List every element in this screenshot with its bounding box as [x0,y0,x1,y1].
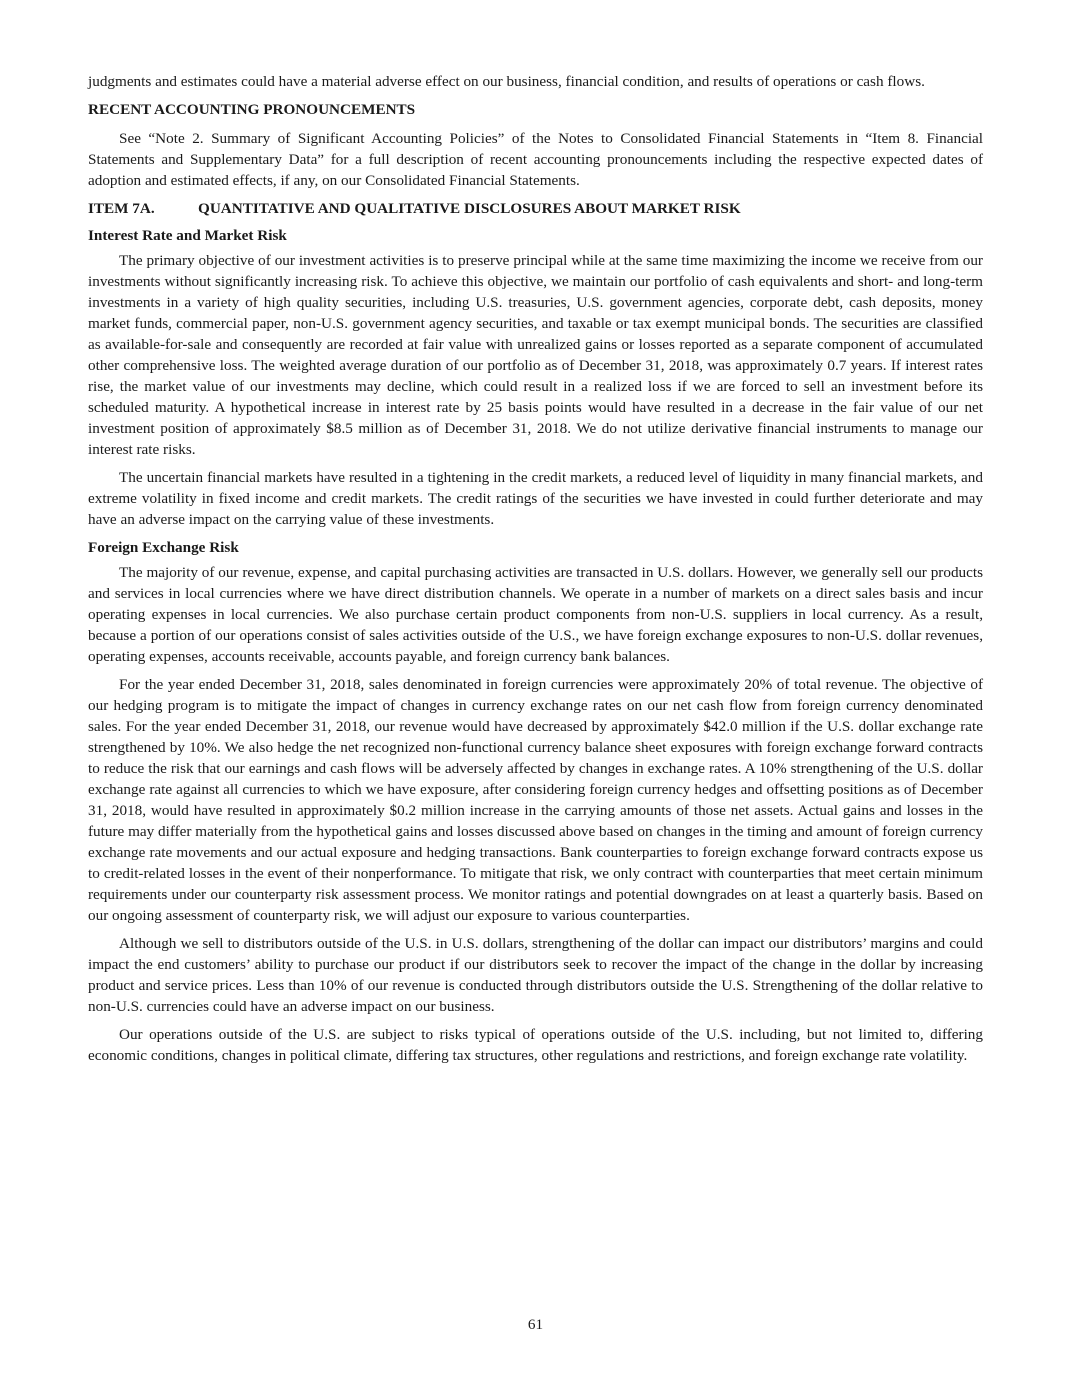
page-number: 61 [527,1316,544,1333]
item-7a-number: ITEM 7A. [88,200,155,217]
foreign-exchange-heading: Foreign Exchange Risk [88,539,239,556]
intro-paragraph: judgments and estimates could have a material adverse effect on our business, financial condition, and results of operations or cash flows. [88,73,925,90]
interest-rate-heading: Interest Rate and Market Risk [88,227,287,244]
item-7a-heading [88,198,983,219]
interest-rate-paragraph-1: The primary objective of our investment activities is to preserve principal while at the same time maximizing the income we receive from our investments without significantly increasing risk. To achieve this objective, we maintain our portfolio of cash equivalents and short- and long-term investments in a variety of high quality securities, including U.S. treasuries, U.S. government agencies, corporate debt, cash deposits, money market funds, commercial paper, non-U.S. government agency securities, and taxable or tax exempt municipal bonds. The securities are classified as available-for-sale and consequently are recorded at fair value with unrealized gains or losses reported as a separate component of accumulated other comprehensive loss. The weighted average duration of our portfolio as of December 31, 2018, was approximately 0.7 years. If interest rates rise, the market value of our investments may decline, which could result in a realized loss if we are forced to sell an investment before its scheduled maturity. A hypothetical increase in interest rate by 25 basis points would have resulted in a decrease in the fair value of our net investment position of approximately $8.5 million as of December 31, 2018. We do not utilize derivative financial instruments to manage our interest rate risks. [88,252,983,458]
interest-rate-paragraph-2: The uncertain financial markets have resulted in a tightening in the credit markets, a reduced level of liquidity in many financial markets, and extreme volatility in fixed income and credit markets. The credit ratings of the securities we have invested in could further deteriorate and may have an adverse impact on the carrying value of these investments. [88,469,983,528]
document-page [88,71,983,1073]
recent-accounting-paragraph: See “Note 2. Summary of Significant Accounting Policies” of the Notes to Consolidated Financial Statements in “Item 8. Financial Statements and Supplementary Data” for a full description of recent accounting pronouncements including the respective expected dates of adoption and estimated effects, if any, on our Consolidated Financial Statements. [88,130,983,189]
foreign-exchange-paragraph-3: Although we sell to distributors outside of the U.S. in U.S. dollars, strengthening of the dollar can impact our distributors’ margins and could impact the end customers’ ability to purchase our product if our distributors seek to recover the impact of the change in the dollar by increasing product and service prices. Less than 10% of our revenue is conducted through distributors outside the U.S. Strengthening of the dollar relative to non-U.S. currencies could have an adverse impact on our business. [88,935,983,1015]
recent-accounting-heading: RECENT ACCOUNTING PRONOUNCEMENTS [88,101,416,118]
foreign-exchange-paragraph-2: For the year ended December 31, 2018, sales denominated in foreign currencies were approximately 20% of total revenue. The objective of our hedging program is to mitigate the impact of changes in currency exchange rates on our net cash flow from foreign currency denominated sales. For the year ended December 31, 2018, our revenue would have decreased by approximately $42.0 million if the U.S. dollar exchange rate strengthened by 10%. We also hedge the net recognized non-functional currency balance sheet exposures with foreign exchange forward contracts to reduce the risk that our earnings and cash flows will be adversely affected by changes in exchange rates. A 10% strengthening of the U.S. dollar exchange rate against all currencies to which we have exposure, after considering foreign currency hedges and offsetting positions as of December 31, 2018, would have resulted in approximately $0.2 million increase in the carrying amounts of those net assets. Actual gains and losses in the future may differ materially from the hypothetical gains and losses discussed above based on changes in the timing and amount of foreign currency exchange rate movements and our actual exposure and hedging transactions. Bank counterparties to foreign exchange forward contracts expose us to credit-related losses in the event of their nonperformance. To mitigate that risk, we only contract with counterparties that meet certain minimum requirements under our counterparty risk assessment process. We monitor ratings and potential downgrades on at least a quarterly basis. Based on our ongoing assessment of counterparty risk, we will adjust our exposure to various counterparties. [88,676,983,924]
foreign-exchange-paragraph-4: Our operations outside of the U.S. are subject to risks typical of operations outside of the U.S. including, but not limited to, differing economic conditions, changes in political climate, differing tax structures, other regulations and restrictions, and foreign exchange rate volatility. [88,1026,983,1064]
item-7a-title: QUANTITATIVE AND QUALITATIVE DISCLOSURES ABOUT MARKET RISK [198,200,741,217]
foreign-exchange-paragraph-1: The majority of our revenue, expense, and capital purchasing activities are transacted in U.S. dollars. However, we generally sell our products and services in local currencies where we have direct distribution channels. We operate in a number of markets on a direct sales basis and incur operating expenses in local currencies. We also purchase certain product components from non-U.S. suppliers in local currency. As a result, because a portion of our operations consist of sales activities outside of the U.S., we have foreign exchange exposures to non-U.S. dollar revenues, operating expenses, accounts receivable, accounts payable, and foreign currency bank balances. [88,564,983,665]
